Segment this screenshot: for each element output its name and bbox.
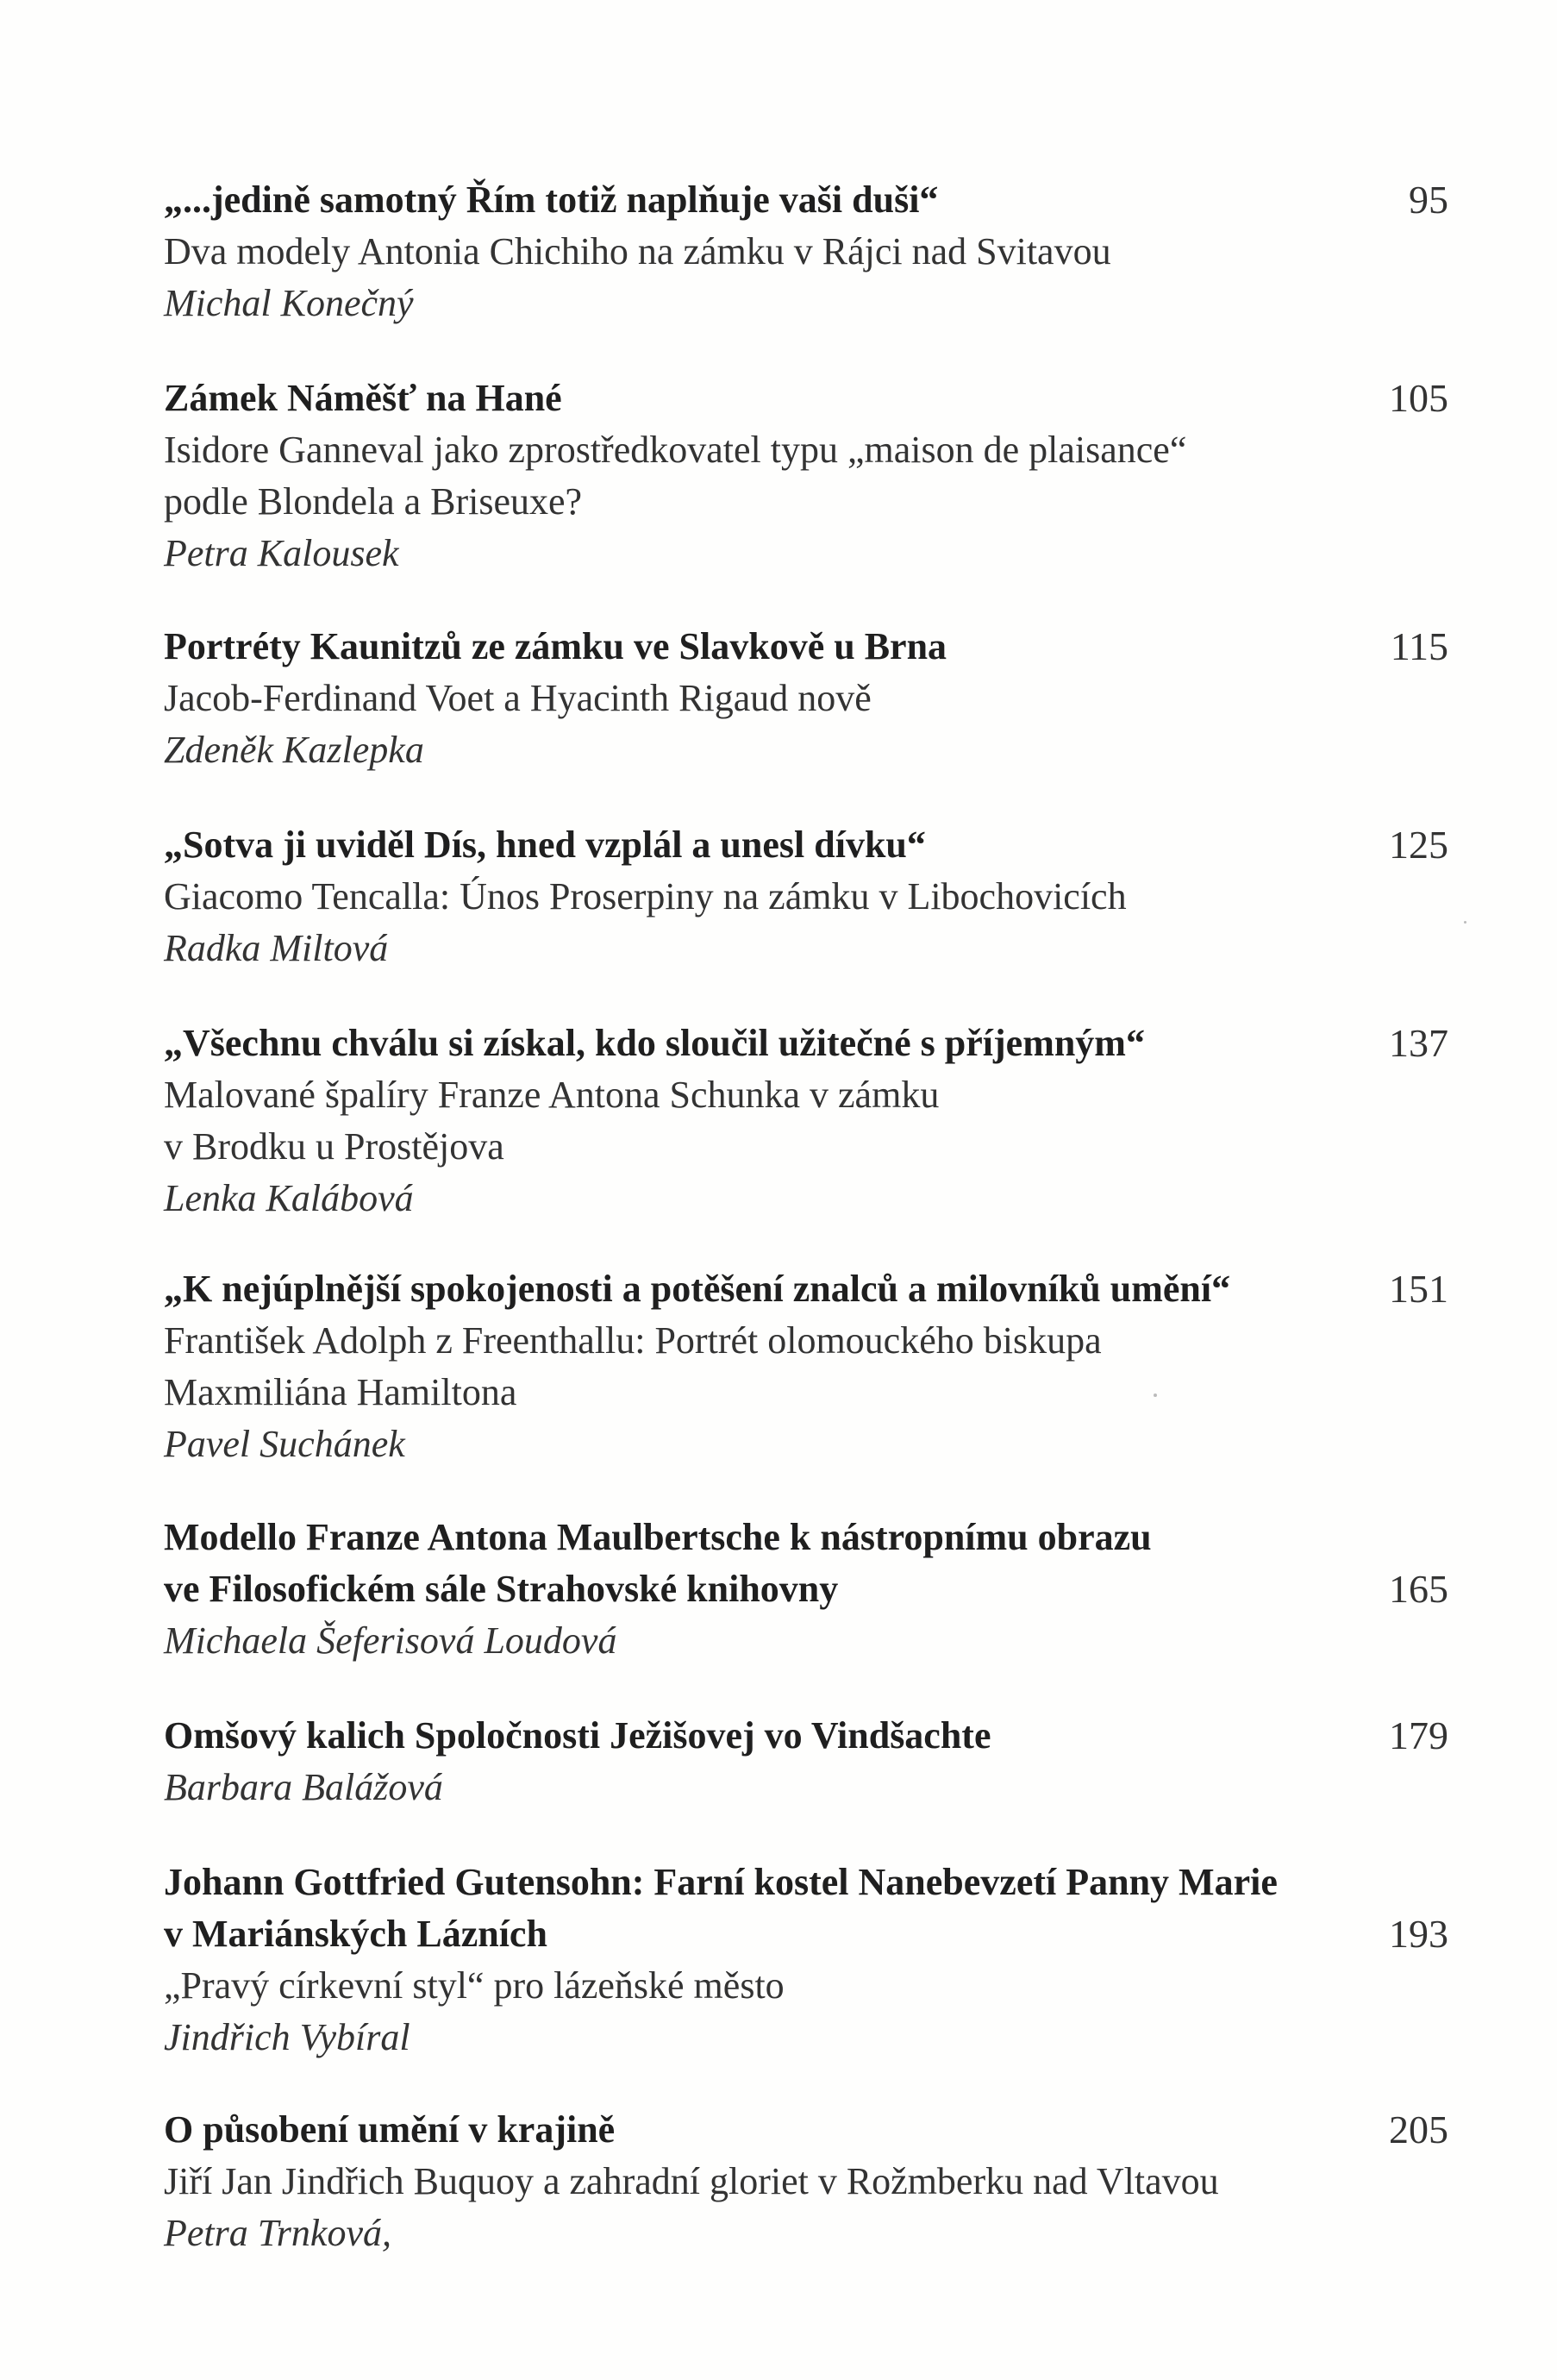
toc-entry (164, 174, 1448, 329)
toc-entry (164, 1018, 1448, 1224)
entry-page-number: 179 (1389, 1713, 1448, 1757)
entry-page-number: 105 (1389, 376, 1448, 420)
entry-page-number: 193 (1389, 1912, 1448, 1956)
entry-subtitle: Giacomo Tencalla: Únos Proserpiny na zámku v Libochovicích (164, 875, 1127, 918)
entry-author: Michaela Šeferisová Loudová (164, 1619, 617, 1662)
entry-title: v Mariánských Lázních (164, 1913, 547, 1955)
entry-title: Modello Franze Antona Maulbertsche k nástropnímu obrazu (164, 1516, 1152, 1558)
entry-title: „...jedině samotný Řím totiž naplňuje vaši duši“ (164, 178, 939, 221)
entry-page-number: 115 (1390, 624, 1448, 668)
entry-title: O působení umění v krajině (164, 2108, 616, 2151)
entry-subtitle: Isidore Ganneval jako zprostředkovatel typu „maison de plaisance“ (164, 429, 1187, 471)
toc-entry (164, 819, 1448, 974)
entry-subtitle: Jiří Jan Jindřich Buquoy a zahradní gloriet v Rožmberku nad Vltavou (164, 2160, 1219, 2202)
entry-title: „K nejúplnější spokojenosti a potěšení znalců a milovníků umění“ (164, 1268, 1231, 1310)
entry-subtitle: v Brodku u Prostějova (164, 1125, 504, 1168)
entry-page-number: 137 (1389, 1021, 1448, 1065)
scan-speck (1464, 921, 1466, 924)
entry-page-number: 165 (1389, 1567, 1448, 1611)
entry-author: Lenka Kalábová (164, 1177, 414, 1219)
entry-title: Portréty Kaunitzů ze zámku ve Slavkově u Brna (164, 625, 947, 667)
entry-subtitle: „Pravý církevní styl“ pro lázeňské město (164, 1964, 785, 2007)
entry-subtitle: podle Blondela a Briseuxe? (164, 480, 583, 523)
entry-title: Zámek Náměšť na Hané (164, 377, 562, 419)
entry-author: Petra Trnková, (164, 2212, 391, 2254)
entry-title: „Sotva ji uviděl Dís, hned vzplál a unesl dívku“ (164, 824, 926, 866)
entry-title: „Všechnu chválu si získal, kdo sloučil užitečné s příjemným“ (164, 1022, 1145, 1064)
entry-subtitle: František Adolph z Freenthallu: Portrét olomouckého biskupa (164, 1319, 1102, 1362)
toc-entry (164, 621, 1448, 776)
toc-entry (164, 2104, 1448, 2259)
entry-page-number: 95 (1409, 178, 1448, 222)
entry-subtitle: Dva modely Antonia Chichiho na zámku v Rájci nad Svitavou (164, 230, 1111, 272)
entry-page-number: 151 (1389, 1267, 1448, 1311)
toc-entry (164, 1263, 1448, 1470)
entry-author: Michal Konečný (164, 282, 414, 324)
scan-speck (1154, 1394, 1157, 1397)
toc-entry (164, 1857, 1448, 2064)
entry-title: Johann Gottfried Gutensohn: Farní kostel Nanebevzetí Panny Marie (164, 1861, 1278, 1903)
entry-author: Petra Kalousek (164, 532, 399, 574)
toc-entry (164, 1512, 1448, 1667)
entry-author: Pavel Suchánek (164, 1423, 405, 1465)
entry-title: Omšový kalich Spoločnosti Ježišovej vo Vindšachte (164, 1714, 991, 1757)
entry-author: Radka Miltová (164, 927, 389, 969)
entry-subtitle: Maxmiliána Hamiltona (164, 1371, 517, 1413)
toc-entry (164, 1710, 1448, 1813)
entry-title: ve Filosofickém sále Strahovské knihovny (164, 1568, 839, 1610)
entry-author: Zdeněk Kazlepka (164, 729, 424, 771)
entry-subtitle: Jacob-Ferdinand Voet a Hyacinth Rigaud nově (164, 677, 872, 719)
entry-page-number: 205 (1389, 2108, 1448, 2151)
entry-author: Jindřich Vybíral (164, 2016, 410, 2058)
entry-author: Barbara Balážová (164, 1766, 443, 1808)
entry-page-number: 125 (1389, 823, 1448, 867)
toc-entry (164, 373, 1448, 579)
entry-subtitle: Malované špalíry Franze Antona Schunka v zámku (164, 1074, 940, 1116)
